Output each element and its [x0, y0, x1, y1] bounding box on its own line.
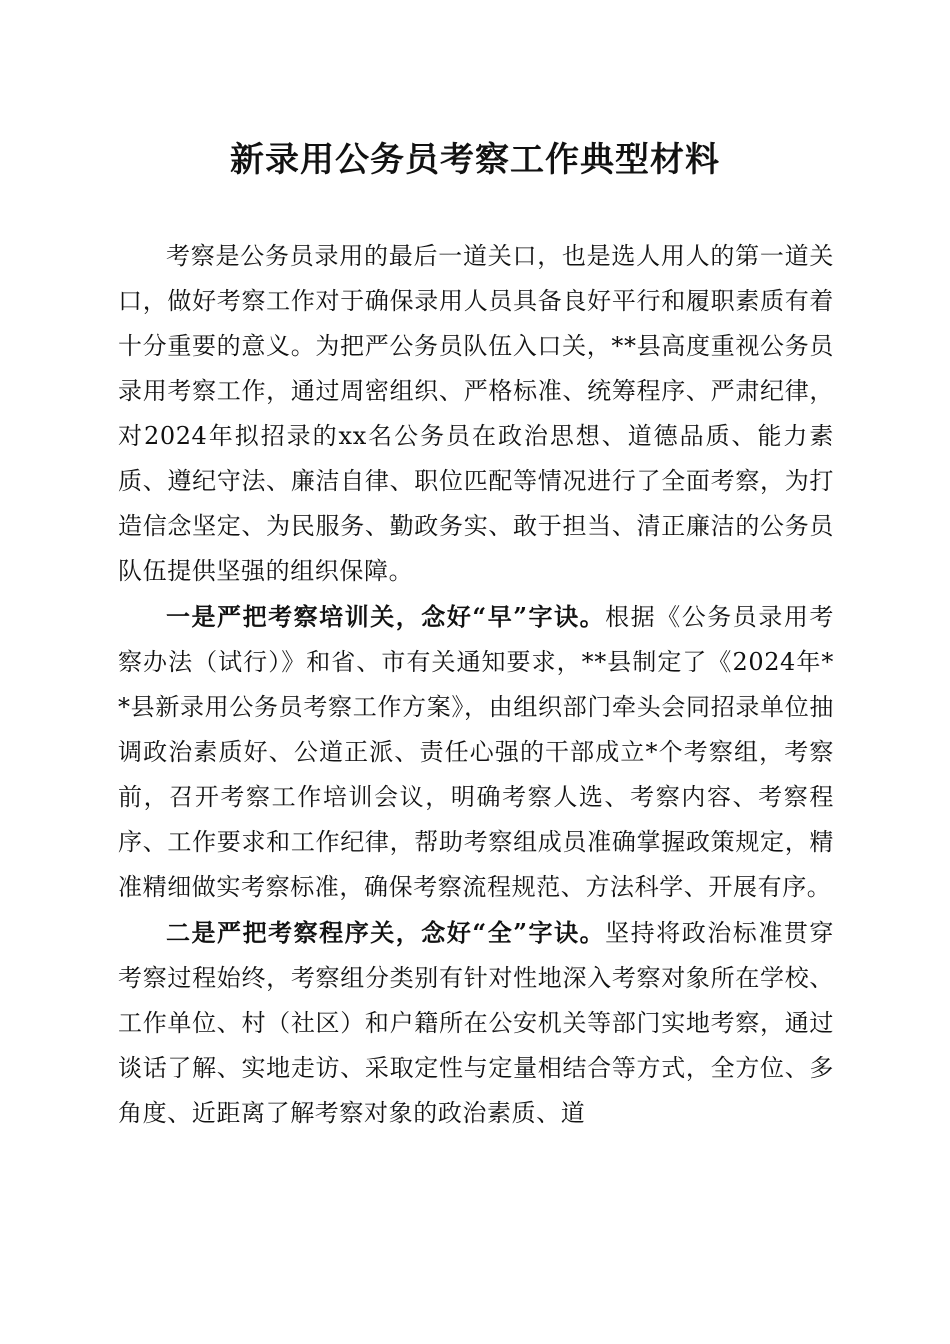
paragraph-procedure — [118, 910, 834, 1136]
paragraph-procedure-text: 坚持将政治标准贯穿考察过程始终，考察组分类别有针对性地深入考察对象所在学校、工作单位、村（社区）和户籍所在公安机关等部门实地考察，通过谈话了解、实地走访、采取定性与定量相结合等方式，全方位、多角度、近距离了解考察对象的政治素质、道 — [118, 919, 834, 1127]
document-title: 新录用公务员考察工作典型材料 — [230, 140, 720, 180]
paragraph-training — [118, 594, 834, 910]
paragraph-training-lead: 一是严把考察培训关，念好“早”字诀。 — [166, 602, 606, 631]
paragraph-procedure-lead: 二是严把考察程序关，念好“全”字诀。 — [166, 918, 606, 947]
document-body — [118, 234, 834, 1136]
paragraph-intro-text: 考察是公务员录用的最后一道关口，也是选人用人的第一道关口，做好考察工作对于确保录用人员具备良好平行和履职素质有着十分重要的意义。为把严公务员队伍入口关，**县高度重视公务员录用考察工作，通过周密组织、严格标准、统筹程序、严肃纪律，对2024年拟招录的xx名公务员在政治思想、道德品质、能力素质、遵纪守法、廉洁自律、职位匹配等情况进行了全面考察，为打造信念坚定、为民服务、勤政务实、敢于担当、清正廉洁的公务员队伍提供坚强的组织保障。 — [118, 242, 834, 585]
paragraph-training-text: 根据《公务员录用考察办法（试行）》和省、市有关通知要求，**县制定了《2024年**县新录用公务员考察工作方案》，由组织部门牵头会同招录单位抽调政治素质好、公道正派、责任心强的干部成立*个考察组，考察前，召开考察工作培训会议，明确考察人选、考察内容、考察程序、工作要求和工作纪律，帮助考察组成员准确掌握政策规定，精准精细做实考察标准，确保考察流程规范、方法科学、开展有序。 — [118, 603, 834, 901]
paragraph-intro — [118, 234, 834, 594]
